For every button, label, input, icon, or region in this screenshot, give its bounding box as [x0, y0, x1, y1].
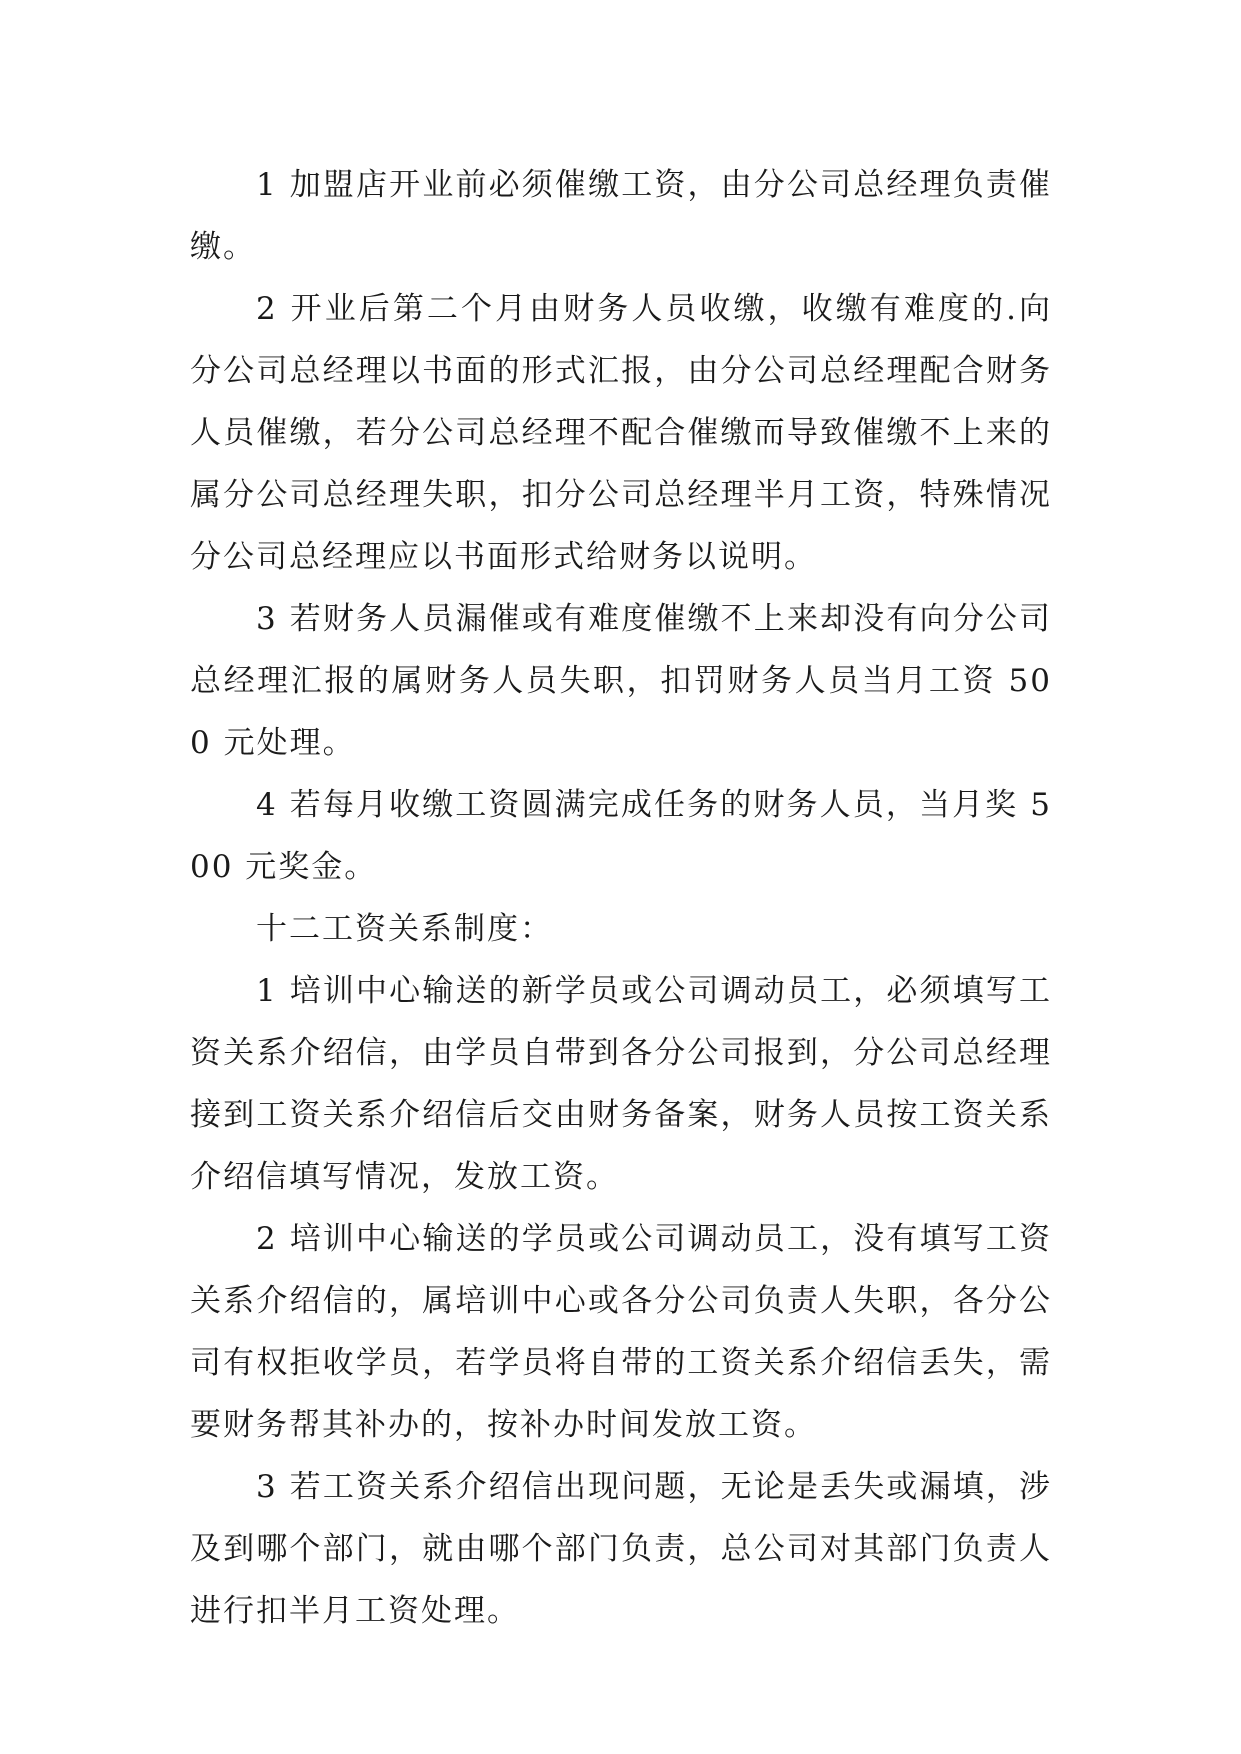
- document-body: [190, 154, 1052, 1642]
- paragraph-4: 4 若每月收缴工资圆满完成任务的财务人员，当月奖 500 元奖金。: [190, 787, 1052, 885]
- paragraph-1: 1 加盟店开业前必须催缴工资，由分公司总经理负责催缴。: [190, 167, 1052, 265]
- paragraph-7: 3 若工资关系介绍信出现问题，无论是丢失或漏填，涉及到哪个部门，就由哪个部门负责，总公司对其部门负责人进行扣半月工资处理。: [190, 1469, 1052, 1629]
- paragraph-2: 2 开业后第二个月由财务人员收缴，收缴有难度的.向分公司总经理以书面的形式汇报，由分公司总经理配合财务人员催缴，若分公司总经理不配合催缴而导致催缴不上来的属分公司总经理失职，扣分公司总经理半月工资，特殊情况分公司总经理应以书面形式给财务以说明。: [190, 291, 1052, 575]
- paragraph-5: 1 培训中心输送的新学员或公司调动员工，必须填写工资关系介绍信，由学员自带到各分公司报到，分公司总经理接到工资关系介绍信后交由财务备案，财务人员按工资关系介绍信填写情况，发放工资。: [190, 973, 1052, 1195]
- paragraph-6: 2 培训中心输送的学员或公司调动员工，没有填写工资关系介绍信的，属培训中心或各分公司负责人失职，各分公司有权拒收学员，若学员将自带的工资关系介绍信丢失，需要财务帮其补办的，按补办时间发放工资。: [190, 1221, 1052, 1443]
- paragraph-3: 3 若财务人员漏催或有难度催缴不上来却没有向分公司总经理汇报的属财务人员失职，扣罚财务人员当月工资 500 元处理。: [190, 601, 1052, 761]
- section-heading: 十二工资关系制度：: [256, 911, 553, 947]
